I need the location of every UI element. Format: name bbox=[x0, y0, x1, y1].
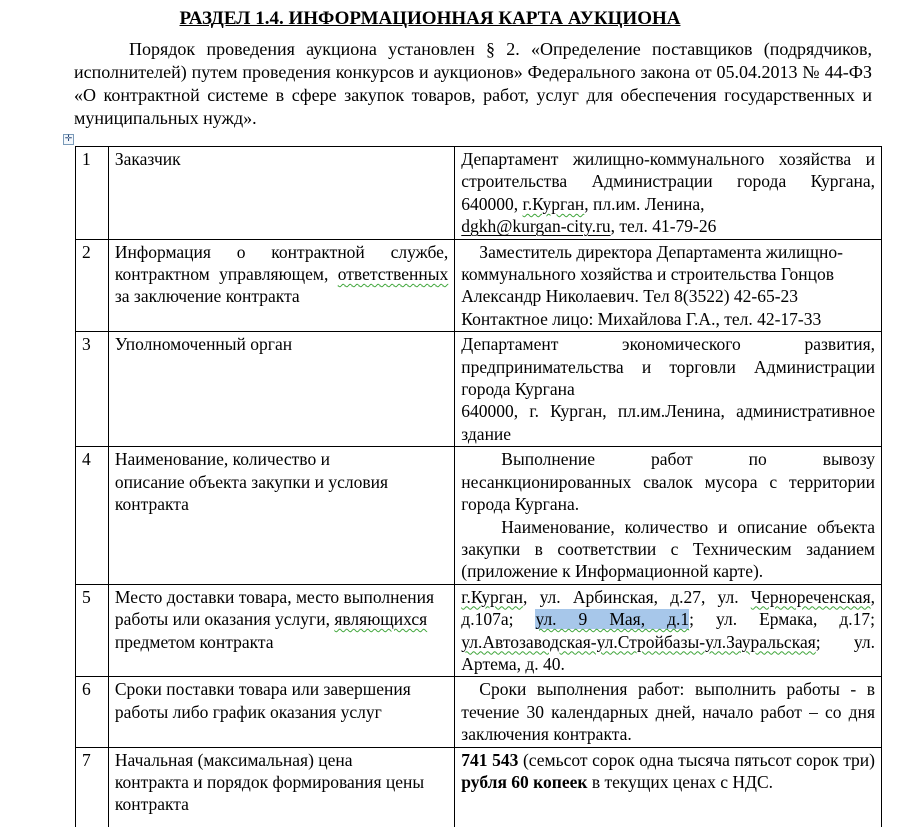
spellcheck-word[interactable]: г.Курган bbox=[522, 193, 585, 214]
row-number: 7 bbox=[76, 747, 109, 827]
spellcheck-word[interactable]: г.Курган bbox=[461, 586, 524, 607]
table-move-handle[interactable] bbox=[63, 134, 74, 145]
section-title: РАЗДЕЛ 1.4. ИНФОРМАЦИОННАЯ КАРТА АУКЦИОНА bbox=[179, 8, 681, 29]
row-label: Начальная (максимальная) цена контракта и порядок формирования цены контракта bbox=[108, 747, 454, 827]
row-label: Информация о контрактной службе, контрактном управляющем, ответственных за заключение контракта bbox=[108, 239, 454, 332]
intro-paragraph: Порядок проведения аукциона установлен § 2. «Определение поставщиков (подрядчиков, исполнителей) путем проведения конкурсов и аукционов» Федерального закона от 05.04.2013 № 44-ФЗ «О контрактной системе в сфере закупок товаров, работ, услуг для обеспечения государственных и муниципальных нужд». bbox=[74, 39, 872, 128]
table-row bbox=[76, 677, 882, 747]
selected-text[interactable]: ул. 9 Мая, д.1 bbox=[535, 609, 690, 630]
row-value: Заместитель директора Департамента жилищно-коммунального хозяйства и строительства Гонцов Александр Николаевич. Тел 8(3522) 42-65-23 Контактное лицо: Михайлова Г.А., тел. 42-17-33 bbox=[455, 239, 882, 332]
spellcheck-word[interactable]: Чернореченская bbox=[750, 586, 871, 607]
row-label: Заказчик bbox=[108, 147, 454, 240]
spellcheck-word[interactable]: являющихся bbox=[334, 609, 428, 630]
email-link[interactable]: dgkh@kurgan-city.ru bbox=[461, 216, 611, 237]
row-value: Департамент жилищно-коммунального хозяйства и строительства Администрации города Кургана, 640000, г.Курган, пл.им. Ленина, dgkh@kurgan-city.ru, тел. 41-79-26 bbox=[455, 147, 882, 240]
table-row bbox=[76, 584, 882, 677]
row-value: Сроки выполнения работ: выполнить работы - в течение 30 календарных дней, начало работ – со дня заключения контракта. bbox=[455, 677, 882, 747]
table-row bbox=[76, 332, 882, 447]
row-number: 3 bbox=[76, 332, 109, 447]
row-label: Уполномоченный орган bbox=[108, 332, 454, 447]
row-number: 1 bbox=[76, 147, 109, 240]
row-number: 4 bbox=[76, 447, 109, 584]
info-card-table bbox=[75, 146, 882, 827]
move-cross-icon: ✛ bbox=[64, 134, 73, 144]
table-row bbox=[76, 239, 882, 332]
row-number: 5 bbox=[76, 584, 109, 677]
row-number: 6 bbox=[76, 677, 109, 747]
table-row bbox=[76, 447, 882, 584]
table-row bbox=[76, 147, 882, 240]
spellcheck-word[interactable]: ул.Автозаводская-ул.Стройбазы-ул.Зауральская bbox=[461, 631, 816, 652]
row-value: г.Курган, ул. Арбинская, д.27, ул. Чернореченская, д.107а; ул. 9 Мая, д.1; ул. Ермака, д.17; ул.Автозаводская-ул.Стройбазы-ул.Зауральская; ул. Артема, д. 40. bbox=[455, 584, 882, 677]
spellcheck-word[interactable]: ответственных bbox=[337, 264, 449, 285]
row-label: Наименование, количество и описание объекта закупки и условия контракта bbox=[108, 447, 454, 584]
row-label: Место доставки товара, место выполнения работы или оказания услуги, являющихся предметом контракта bbox=[108, 584, 454, 677]
table-row bbox=[76, 747, 882, 827]
row-number: 2 bbox=[76, 239, 109, 332]
row-value: Выполнение работ по вывозу несанкционированных свалок мусора с территории города Кургана. Наименование, количество и описание объекта закупки в соответствии с Техническим заданием (приложение к Информационной карте). bbox=[455, 447, 882, 584]
row-value: Департамент экономического развития, предпринимательства и торговли Администрации города Кургана 640000, г. Курган, пл.им.Ленина, административное здание bbox=[455, 332, 882, 447]
row-label: Сроки поставки товара или завершения работы либо график оказания услуг bbox=[108, 677, 454, 747]
row-value: 741 543 (семьсот сорок одна тысяча пятьсот сорок три) рубля 60 копеек в текущих ценах с НДС. bbox=[455, 747, 882, 827]
